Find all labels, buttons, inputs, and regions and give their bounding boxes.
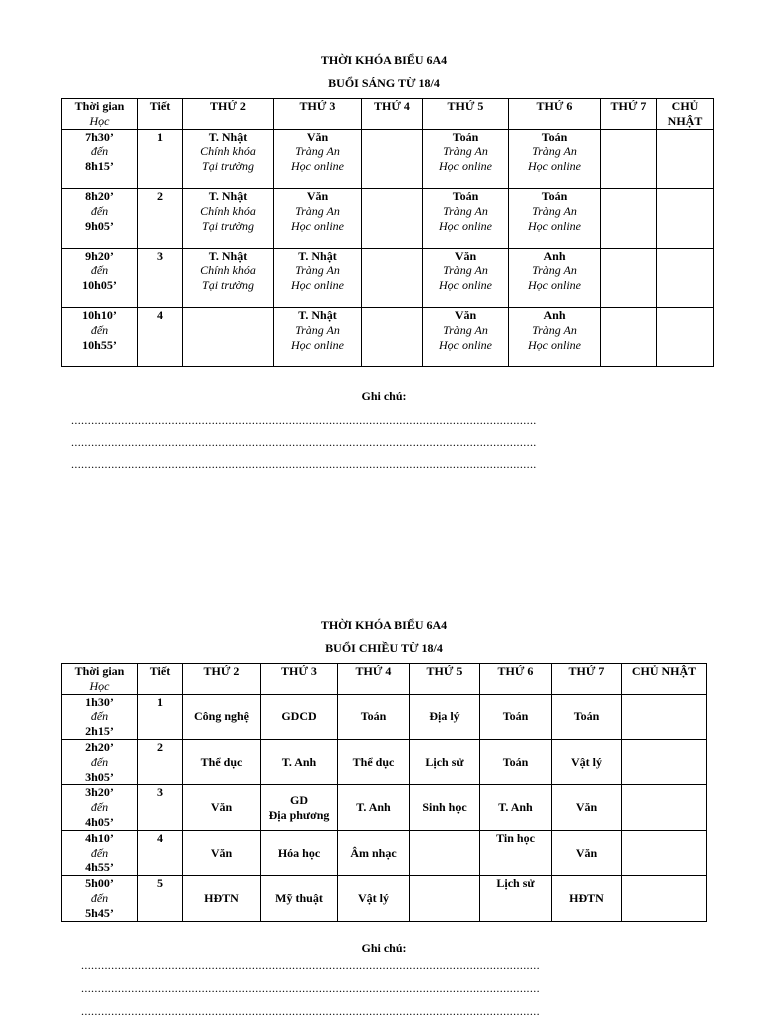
schedule-cell [362, 308, 423, 367]
subject-name: T. Nhật [298, 308, 337, 323]
column-header [410, 664, 480, 695]
study-mode: Học online [528, 159, 581, 174]
table-row [62, 830, 707, 875]
subject-name: Sinh học [422, 800, 467, 815]
schedule-cell [183, 785, 261, 830]
schedule-cell [410, 785, 480, 830]
schedule-cell [552, 739, 622, 784]
schedule-cell [261, 739, 338, 784]
schedule-cell [601, 129, 657, 189]
time-cell [62, 129, 138, 189]
time-separator: đến [90, 322, 109, 337]
column-header [552, 664, 622, 695]
column-header-label: THỨ 5 [426, 664, 463, 678]
class-type: Chính khóa [200, 203, 256, 218]
column-header-label: THỨ 7 [568, 664, 605, 678]
subject-name: T. Nhật [208, 248, 248, 263]
schedule-cell [362, 248, 423, 308]
column-header-label: Thời gian [74, 99, 125, 113]
schedule-cell [261, 876, 338, 921]
column-header [657, 99, 714, 130]
column-header-label: THỨ 3 [281, 664, 317, 678]
schedule-cell [423, 129, 509, 189]
schedule-cell [183, 248, 274, 308]
time-separator: đến [90, 754, 109, 769]
column-header [138, 664, 183, 695]
subject-name: Văn [306, 189, 329, 204]
subject-name: Văn [575, 845, 598, 860]
period-cell [138, 876, 183, 921]
class-type: Chính khóa [200, 144, 256, 159]
afternoon-note-line: ......................................................................................................................................... [81, 958, 540, 972]
time-cell [62, 694, 138, 739]
column-header-label: CHỦ NHẬT [631, 664, 697, 678]
schedule-cell [480, 876, 552, 921]
column-header-label: THỨ 6 [497, 664, 534, 678]
column-header [338, 664, 410, 695]
subject-name: Địa phương [268, 807, 330, 822]
subject-name: Vật lý [571, 754, 602, 769]
study-mode: Học online [528, 278, 581, 293]
schedule-cell [509, 308, 601, 367]
end-time: 10h55’ [82, 337, 117, 352]
schedule-cell [338, 785, 410, 830]
start-time: 5h00’ [85, 876, 114, 891]
period-cell [138, 129, 183, 189]
afternoon-timetable [61, 663, 707, 922]
subject-name: Văn [454, 248, 477, 263]
subject-name: Anh [543, 248, 566, 263]
study-mode: Học online [439, 337, 492, 352]
class-type: Tràng An [295, 263, 340, 278]
column-header [62, 99, 138, 130]
table-row [62, 189, 714, 249]
morning-title: THỜI KHÓA BIỂU 6A4 [320, 53, 448, 67]
table-row [62, 785, 707, 830]
schedule-cell [183, 739, 261, 784]
class-type: Tràng An [532, 322, 577, 337]
schedule-cell [410, 739, 480, 784]
period-cell [138, 248, 183, 308]
start-time: 3h20’ [85, 785, 114, 800]
subject-name: Toán [452, 129, 479, 144]
column-header-label: THỨ 5 [447, 99, 484, 113]
period-number: 5 [157, 876, 163, 891]
subject-name: Anh [543, 308, 566, 323]
column-header-label: THỨ 7 [610, 99, 647, 113]
end-time: 5h45’ [85, 905, 114, 920]
schedule-cell [622, 876, 707, 921]
subject-name: Thể dục [200, 754, 243, 769]
schedule-cell [183, 694, 261, 739]
schedule-cell [410, 876, 480, 921]
class-type: Tràng An [443, 263, 488, 278]
subject-name: Văn [210, 845, 233, 860]
class-type: Tràng An [443, 322, 488, 337]
table-row [62, 694, 707, 739]
column-header [423, 99, 509, 130]
column-header [62, 664, 138, 695]
subject-name: Địa lý [429, 709, 460, 724]
study-mode: Học online [439, 218, 492, 233]
time-separator: đến [90, 845, 109, 860]
class-type: Tràng An [532, 263, 577, 278]
subject-name: Toán [541, 189, 568, 204]
study-mode: Học online [291, 278, 344, 293]
schedule-cell [622, 694, 707, 739]
start-time: 1h30’ [85, 694, 114, 709]
subject-name: Âm nhạc [350, 845, 397, 860]
class-type: Tràng An [532, 144, 577, 159]
end-time: 3h05’ [85, 769, 114, 784]
schedule-cell [274, 308, 362, 367]
schedule-cell [183, 129, 274, 189]
column-header-label: THỨ 2 [203, 664, 240, 678]
schedule-cell [657, 129, 714, 189]
time-separator: đến [90, 203, 109, 218]
subject-name: T. Nhật [208, 189, 248, 204]
column-header [274, 99, 362, 130]
time-separator: đến [90, 263, 109, 278]
period-cell [138, 739, 183, 784]
schedule-cell [601, 248, 657, 308]
subject-name: Mỹ thuật [275, 890, 323, 905]
schedule-cell [622, 830, 707, 875]
subject-name: T. Anh [498, 800, 533, 815]
schedule-cell [552, 785, 622, 830]
time-separator: đến [90, 890, 109, 905]
class-type: Tràng An [532, 203, 577, 218]
column-header [362, 99, 423, 130]
time-cell [62, 739, 138, 784]
column-header [480, 664, 552, 695]
class-type: Tràng An [295, 203, 340, 218]
morning-note-line: ........................................................................................................................................... [71, 457, 537, 471]
period-number: 3 [157, 785, 163, 800]
subject-name: HĐTN [204, 890, 239, 905]
column-header [622, 664, 707, 695]
schedule-cell [509, 248, 601, 308]
period-cell [138, 694, 183, 739]
column-header [509, 99, 601, 130]
afternoon-title: THỜI KHÓA BIỂU 6A4 [320, 618, 448, 632]
column-header [261, 664, 338, 695]
schedule-cell [657, 308, 714, 367]
subject-name: Toán [573, 709, 600, 724]
study-mode: Tại trường [202, 278, 254, 293]
study-mode: Học online [528, 337, 581, 352]
time-cell [62, 876, 138, 921]
subject-name: T. Nhật [208, 129, 248, 144]
schedule-cell [183, 308, 274, 367]
column-header-label: THỨ 6 [536, 99, 573, 113]
subject-name: T. Nhật [298, 248, 337, 263]
schedule-cell [509, 129, 601, 189]
subject-name: Văn [306, 129, 329, 144]
study-mode: Tại trường [202, 159, 254, 174]
morning-note-line: ........................................................................................................................................... [71, 413, 537, 427]
column-header [601, 99, 657, 130]
morning-subtitle: BUỔI SÁNG TỪ 18/4 [328, 76, 440, 90]
column-header [183, 99, 274, 130]
schedule-cell [480, 830, 552, 875]
period-number: 4 [157, 830, 163, 845]
end-time: 4h55’ [85, 860, 114, 875]
time-separator: đến [90, 144, 109, 159]
column-header [183, 664, 261, 695]
end-time: 9h05’ [85, 218, 114, 233]
time-cell [62, 308, 138, 367]
schedule-cell [274, 248, 362, 308]
start-time: 2h20’ [85, 739, 114, 754]
schedule-cell [410, 830, 480, 875]
schedule-cell [362, 189, 423, 249]
schedule-cell [601, 189, 657, 249]
schedule-cell [423, 189, 509, 249]
period-number: 3 [157, 248, 163, 263]
time-cell [62, 248, 138, 308]
subject-name: Lịch sử [425, 754, 464, 769]
column-header-label: Học [89, 113, 110, 128]
schedule-cell [509, 189, 601, 249]
schedule-cell [261, 830, 338, 875]
end-time: 4h05’ [85, 814, 114, 829]
schedule-cell [552, 876, 622, 921]
time-separator: đến [90, 800, 109, 815]
subject-name: Thể dục [352, 754, 395, 769]
subject-name: Văn [454, 308, 477, 323]
column-header-label: THỨ 4 [374, 99, 410, 113]
subject-name: Toán [360, 709, 387, 724]
study-mode: Tại trường [202, 218, 254, 233]
subject-name: GDCD [281, 709, 317, 724]
schedule-cell [261, 785, 338, 830]
schedule-cell [480, 739, 552, 784]
class-type: Chính khóa [200, 263, 256, 278]
table-row [62, 129, 714, 189]
study-mode: Học online [291, 337, 344, 352]
class-type: Tràng An [443, 144, 488, 159]
schedule-cell [338, 694, 410, 739]
class-type: Tràng An [295, 322, 340, 337]
schedule-cell [657, 248, 714, 308]
end-time: 10h05’ [82, 278, 117, 293]
column-header-label: Tiết [149, 664, 171, 678]
period-number: 2 [157, 189, 163, 204]
column-header-label: Tiết [149, 99, 171, 113]
morning-note-line: ........................................................................................................................................... [71, 435, 537, 449]
study-mode: Học online [528, 218, 581, 233]
start-time: 4h10’ [85, 830, 114, 845]
schedule-cell [274, 189, 362, 249]
afternoon-note-line: ......................................................................................................................................... [81, 1004, 540, 1018]
schedule-cell [183, 876, 261, 921]
column-header-label: CHỦ [671, 99, 699, 113]
table-row [62, 876, 707, 921]
class-type: Tràng An [443, 203, 488, 218]
schedule-cell [423, 248, 509, 308]
time-cell [62, 830, 138, 875]
study-mode: Học online [291, 218, 344, 233]
subject-name: GD [290, 792, 308, 807]
start-time: 8h20’ [85, 189, 114, 204]
column-header-label: Học [89, 678, 110, 693]
header-row [62, 99, 714, 130]
table-row [62, 308, 714, 367]
start-time: 9h20’ [85, 248, 114, 263]
schedule-cell [552, 830, 622, 875]
subject-name: Toán [502, 754, 529, 769]
subject-name: Công nghệ [193, 709, 249, 724]
schedule-cell [338, 739, 410, 784]
subject-name: Lịch sử [496, 876, 535, 891]
period-cell [138, 830, 183, 875]
study-mode: Học online [291, 159, 344, 174]
schedule-cell [601, 308, 657, 367]
start-time: 10h10’ [82, 308, 117, 323]
schedule-cell [480, 694, 552, 739]
subject-name: Văn [575, 800, 598, 815]
subject-name: Tin học [496, 830, 535, 845]
column-header-label: THỨ 4 [355, 664, 392, 678]
subject-name: Toán [541, 129, 568, 144]
study-mode: Học online [439, 159, 492, 174]
time-cell [62, 189, 138, 249]
column-header-label: THỨ 3 [299, 99, 336, 113]
schedule-cell [338, 876, 410, 921]
schedule-cell [657, 189, 714, 249]
schedule-cell [274, 129, 362, 189]
time-cell [62, 785, 138, 830]
table-row [62, 248, 714, 308]
schedule-cell [183, 189, 274, 249]
header-row [62, 664, 707, 695]
subject-name: Toán [452, 189, 479, 204]
subject-name: T. Anh [281, 754, 317, 769]
morning-note-label: Ghi chú: [361, 389, 407, 403]
subject-name: T. Anh [356, 800, 391, 815]
subject-name: Toán [502, 709, 529, 724]
schedule-cell [480, 785, 552, 830]
period-number: 2 [157, 739, 163, 754]
schedule-cell [622, 785, 707, 830]
afternoon-note-label: Ghi chú: [361, 941, 407, 955]
table-row [62, 739, 707, 784]
schedule-cell [183, 830, 261, 875]
column-header-label: Thời gian [74, 664, 125, 678]
period-number: 1 [157, 129, 163, 144]
period-cell [138, 308, 183, 367]
end-time: 8h15’ [85, 159, 114, 174]
start-time: 7h30’ [85, 129, 114, 144]
column-header-label: THỨ 2 [210, 99, 246, 113]
study-mode: Học online [439, 278, 492, 293]
period-number: 4 [157, 308, 163, 323]
end-time: 2h15’ [85, 724, 114, 739]
period-cell [138, 785, 183, 830]
schedule-cell [622, 739, 707, 784]
schedule-cell [410, 694, 480, 739]
column-header-label: NHẬT [667, 113, 703, 128]
schedule-cell [338, 830, 410, 875]
class-type: Tràng An [295, 144, 340, 159]
subject-name: HĐTN [569, 890, 604, 905]
subject-name: Hóa học [277, 845, 321, 860]
schedule-cell [261, 694, 338, 739]
afternoon-subtitle: BUỔI CHIỀU TỪ 18/4 [325, 641, 443, 655]
afternoon-note-line: ......................................................................................................................................... [81, 981, 540, 995]
schedule-cell [552, 694, 622, 739]
column-header [138, 99, 183, 130]
subject-name: Vật lý [358, 890, 389, 905]
schedule-cell [423, 308, 509, 367]
time-separator: đến [90, 709, 109, 724]
period-number: 1 [157, 694, 163, 709]
period-cell [138, 189, 183, 249]
morning-timetable [61, 98, 714, 367]
subject-name: Văn [210, 800, 233, 815]
schedule-cell [362, 129, 423, 189]
